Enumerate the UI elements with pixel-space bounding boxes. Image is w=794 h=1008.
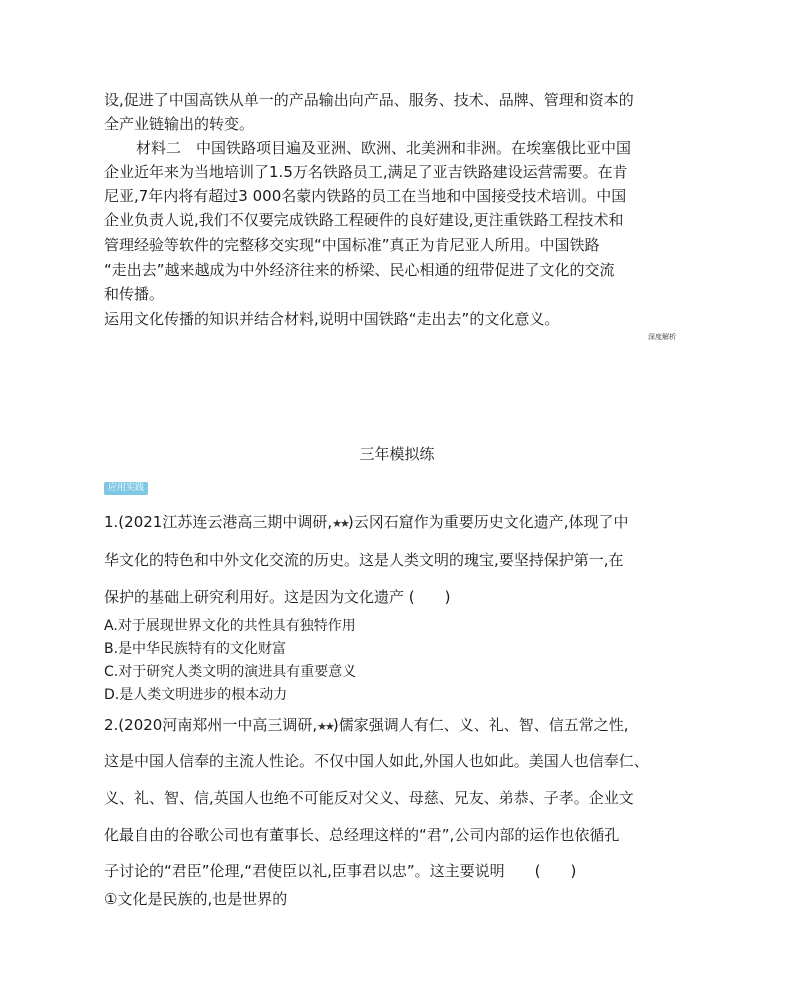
material-two-heading: 材料二 中国铁路项目遍及亚洲、欧洲、北美洲和非洲。在埃塞俄比亚中国 <box>136 139 632 157</box>
text-line: 子讨论的“君臣”伦理,“君使臣以礼,臣事君以忠”。这主要说明 ( ) <box>104 862 577 880</box>
text-line: 华文化的特色和中外文化交流的历史。这是人类文明的瑰宝,要坚持保护第一,在 <box>104 551 624 569</box>
option-c[interactable]: C.对于研究人类文明的演进具有重要意义 <box>104 664 357 680</box>
question-2-source: 2.(2020河南郑州一中高三调研, <box>104 716 318 734</box>
section-title: 三年模拟练 <box>359 445 435 463</box>
statement-item-1: ①文化是民族的,也是世界的 <box>104 890 288 908</box>
difficulty-stars-icon: ★★ <box>317 720 333 733</box>
analysis-tag[interactable]: 深度解析 <box>648 333 676 341</box>
text-line: 尼亚,7年内将有超过3 000名蒙内铁路的员工在当地和中国接受技术培训。中国 <box>104 187 627 205</box>
question-prompt: 运用文化传播的知识并结合材料,说明中国铁路“走出去”的文化意义。 <box>104 310 560 328</box>
option-b[interactable]: B.是中华民族特有的文化财富 <box>104 641 287 657</box>
option-a[interactable]: A.对于展现世界文化的共性具有独特作用 <box>104 618 356 634</box>
text-line: 企业近年来为当地培训了1.5万名铁路员工,满足了亚吉铁路建设运营需要。在肯 <box>104 163 628 181</box>
question-1-source: 1.(2021江苏连云港高三期中调研, <box>104 513 333 531</box>
text-line: 企业负责人说,我们不仅要完成铁路工程硬件的良好建设,更注重铁路工程技术和 <box>104 211 624 229</box>
question-2-stem <box>104 715 628 737</box>
text-line: 设,促进了中国高铁从单一的产品输出向产品、服务、技术、品牌、管理和资本的 <box>104 91 634 109</box>
practice-badge: 应用实践 <box>104 482 148 495</box>
text-line: 全产业链输出的转变。 <box>104 115 255 133</box>
difficulty-stars-icon: ★★ <box>332 517 348 530</box>
question-2-text: )儒家强调人有仁、义、礼、智、信五常之性, <box>332 716 629 734</box>
text-line: 化最自由的谷歌公司也有董事长、总经理这样的“君”,公司内部的运作也依循孔 <box>104 826 620 844</box>
text-line: “走出去”越来越成为中外经济往来的桥梁、民心相通的纽带促进了文化的交流 <box>104 261 615 279</box>
text-line: 义、礼、智、信,英国人也绝不可能反对父义、母慈、兄友、弟恭、子孝。企业文 <box>104 789 634 807</box>
option-d[interactable]: D.是人类文明进步的根本动力 <box>104 687 288 703</box>
text-line: 管理经验等软件的完整移交实现“中国标准”真正为肯尼亚人所用。中国铁路 <box>104 236 600 254</box>
question-1-stem <box>104 512 628 534</box>
text-line: 和传播。 <box>104 285 165 303</box>
text-line: 保护的基础上研究利用好。这是因为文化遗产 ( ) <box>104 588 451 606</box>
text-line: 这是中国人信奉的主流人性论。不仅中国人如此,外国人也如此。美国人也信奉仁、 <box>104 752 649 770</box>
question-1-text: )云冈石窟作为重要历史文化遗产,体现了中 <box>347 513 629 531</box>
